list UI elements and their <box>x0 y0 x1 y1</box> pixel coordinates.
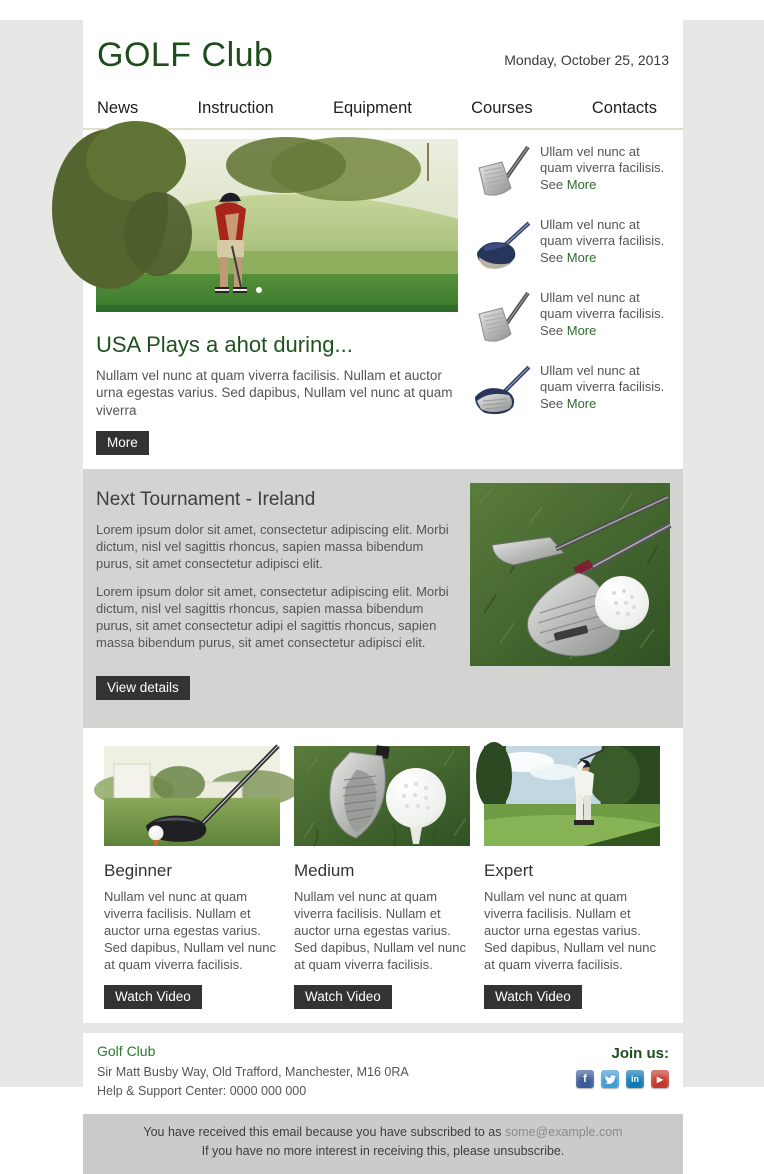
sidebar-blurb: Ullam vel nunc at quam viverra facilisis. <box>540 144 665 176</box>
youtube-icon[interactable]: ▶ <box>651 1070 669 1088</box>
sidebar-item-text <box>540 144 670 200</box>
see-more-link[interactable]: More <box>566 322 597 338</box>
watch-video-button[interactable]: Watch Video <box>484 985 582 1009</box>
nav-bar <box>83 75 683 130</box>
watch-video-button[interactable]: Watch Video <box>104 985 202 1009</box>
sidebar-blurb: Ullam vel nunc at quam viverra facilisis. <box>540 290 665 322</box>
tournament-paragraph: Lorem ipsum dolor sit amet, consectetur adipiscing elit. Morbi dictum, nisl vel sagittis rhoncus, sapien massa bibendum purus, sit amet consectetur adipisci elit. <box>96 521 449 571</box>
see-label: See <box>540 322 567 338</box>
more-button[interactable]: More <box>96 431 149 455</box>
feature-title: USA Plays a ahot during... <box>96 332 353 357</box>
footer-contact <box>97 1043 409 1101</box>
footer-support: Help & Support Center: 0000 000 000 <box>97 1084 307 1099</box>
feature-article <box>96 139 458 455</box>
header <box>83 20 683 75</box>
see-more-link[interactable]: More <box>566 395 597 411</box>
email-body <box>83 20 683 1174</box>
nav-item-news[interactable]: News <box>97 99 139 117</box>
iron-club-icon <box>471 290 531 346</box>
legal-line-1 <box>93 1123 673 1142</box>
sidebar <box>471 139 670 455</box>
section-divider <box>83 1023 683 1033</box>
tournament-title: Next Tournament - Ireland <box>96 488 316 510</box>
date-text: Monday, October 25, 2013 <box>504 52 669 68</box>
sidebar-item <box>471 290 670 346</box>
footer-club-name: Golf Club <box>97 1043 156 1060</box>
level-column-expert <box>484 746 660 1009</box>
sidebar-blurb: Ullam vel nunc at quam viverra facilisis. <box>540 363 665 395</box>
level-body: Nullam vel nunc at quam viverra facilisis. Nullam et auctor urna egestas varius. Sed dapibus, Nullam vel nunc at quam viverra facilisis. <box>294 889 466 972</box>
sidebar-item-text <box>540 290 670 346</box>
nav-item-contacts[interactable]: Contacts <box>591 99 657 117</box>
level-column-medium <box>294 746 470 1009</box>
crossed-clubs-and-ball-photo <box>470 483 670 666</box>
see-more-link[interactable]: More <box>566 176 597 192</box>
join-us-label: Join us: <box>611 1045 669 1063</box>
see-label: See <box>540 249 567 265</box>
sidebar-item-text <box>540 363 670 419</box>
nav-item-equipment[interactable]: Equipment <box>332 99 412 117</box>
iron-club-icon <box>471 144 531 200</box>
page <box>0 20 764 1159</box>
email-background <box>0 20 764 1159</box>
see-label: See <box>540 395 567 411</box>
legal-line-2 <box>93 1142 673 1161</box>
unsubscribe-link[interactable]: unsubscribe <box>493 1144 561 1159</box>
sidebar-item <box>471 363 670 419</box>
golfer-swing-photo <box>484 746 660 846</box>
level-body: Nullam vel nunc at quam viverra facilisis. Nullam et auctor urna egestas varius. Sed dapibus, Nullam vel nunc at quam viverra facilisis. <box>484 889 656 972</box>
footer-social <box>576 1043 669 1101</box>
linkedin-icon[interactable]: in <box>626 1070 644 1088</box>
watch-video-button[interactable]: Watch Video <box>294 985 392 1009</box>
sidebar-item <box>471 144 670 200</box>
feature-body: Nullam vel nunc at quam viverra facilisis. Nullam et auctor urna egestas varius. Sed dapibus, Nullam vel nunc at quam viverra <box>96 368 453 418</box>
footer-address: Sir Matt Busby Way, Old Trafford, Manchester, M16 0RA <box>97 1065 409 1080</box>
see-label: See <box>540 176 567 192</box>
driver-club-icon <box>471 217 531 273</box>
sidebar-item-text <box>540 217 670 273</box>
level-title: Expert <box>484 861 534 881</box>
see-more-link[interactable]: More <box>566 249 597 265</box>
tournament-paragraph: Lorem ipsum dolor sit amet, consectetur adipiscing elit. Morbi dictum, nisl vel sagittis rhoncus, sapien massa bibendum purus, sit amet consectetur adipi el sagittis rhoncus, sapien massa bibendum purus, sit amet consectetur adipisci elit. <box>96 584 449 651</box>
level-body: Nullam vel nunc at quam viverra facilisis. Nullam et auctor urna egestas varius. Sed dapibus, Nullam vel nunc at quam viverra facilisis. <box>104 889 276 972</box>
level-title: Beginner <box>104 861 173 881</box>
view-details-button[interactable]: View details <box>96 676 190 700</box>
logo: GOLF Club <box>97 36 274 74</box>
level-title: Medium <box>294 861 355 881</box>
driver-club-icon <box>471 363 531 419</box>
facebook-icon[interactable]: f <box>576 1070 594 1088</box>
tournament-section <box>83 469 683 728</box>
driver-and-ball-photo <box>104 746 280 846</box>
legal-text: . <box>560 1144 565 1159</box>
level-column-beginner <box>104 746 280 1009</box>
golfer-putting-photo <box>96 139 458 312</box>
iron-and-ball-tee-photo <box>294 746 470 846</box>
legal-bar <box>83 1114 683 1174</box>
subscriber-email-link[interactable]: some@example.com <box>504 1124 623 1139</box>
nav-item-instruction[interactable]: Instruction <box>197 99 274 117</box>
levels-section <box>83 728 683 1023</box>
nav-item-courses[interactable]: Courses <box>471 99 533 117</box>
main-section <box>83 130 683 469</box>
footer <box>83 1033 683 1114</box>
sidebar-item <box>471 217 670 273</box>
sidebar-blurb: Ullam vel nunc at quam viverra facilisis. <box>540 217 665 249</box>
twitter-icon[interactable] <box>601 1070 619 1088</box>
legal-text: If you have no more interest in receiving this, please <box>201 1144 494 1159</box>
legal-text: You have received this email because you have subscribed to as <box>143 1124 505 1139</box>
